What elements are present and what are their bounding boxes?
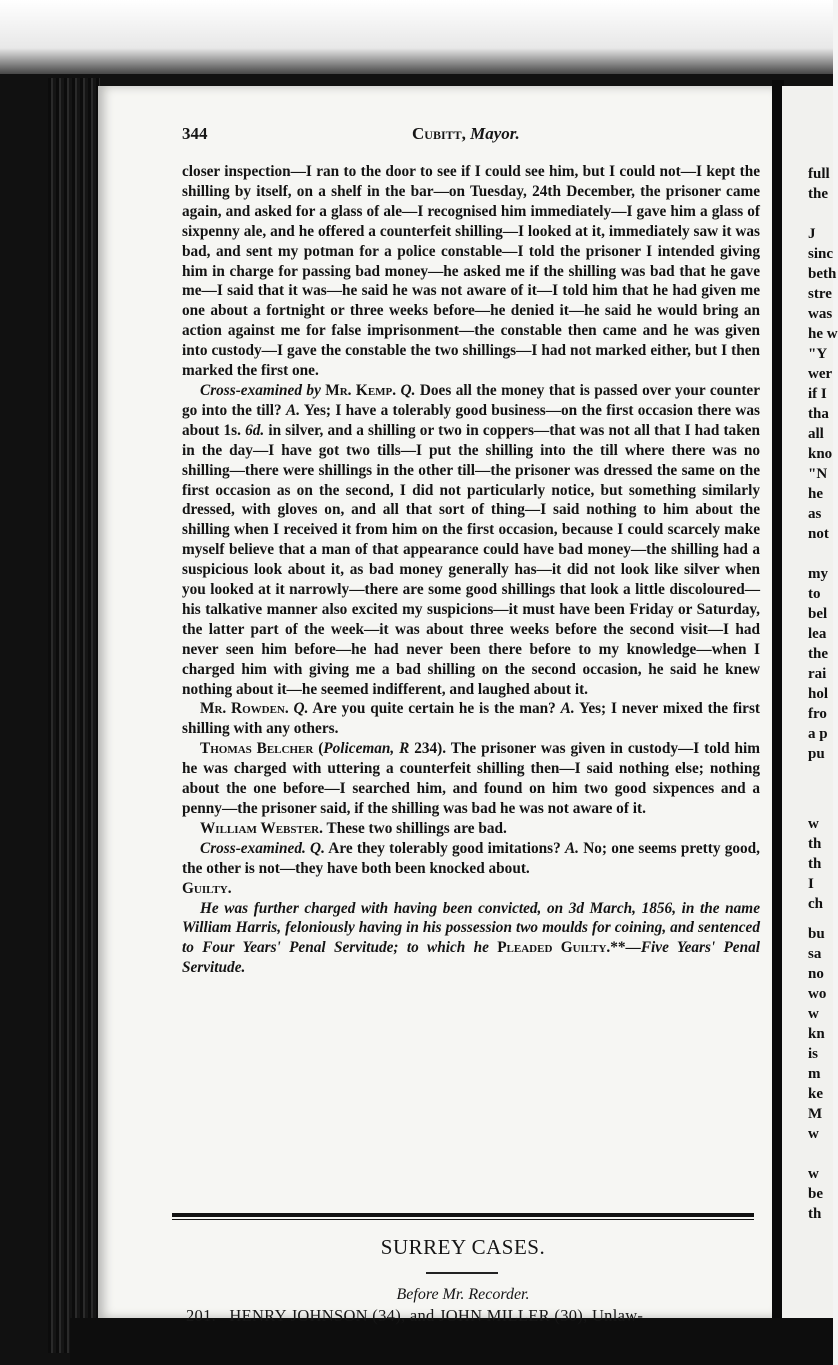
facing-page-fragment: wo [808,986,827,1002]
text-run: Yes; I never mixed the first shilling with any others. [182,700,761,738]
facing-page-fragment: he w [808,326,838,342]
facing-page-fragment: is [808,1046,819,1062]
facing-page-fragment: tha [808,406,829,422]
facing-page-fragment: th [808,856,822,872]
facing-page-edge [782,86,838,1326]
facing-page-fragment: M [808,1106,823,1122]
facing-page-fragment: fro [808,706,827,722]
running-head-name: Cubitt [412,124,462,143]
facing-page-fragment: no [808,966,824,982]
facing-page-fragment: a p [808,726,828,742]
facing-page-fragment: full [808,166,830,182]
facing-page-fragment: w [808,1126,819,1142]
facing-page-fragment: all [808,426,824,442]
facing-page-fragment: w [808,816,819,832]
paragraph-p5 [182,819,760,839]
scan-top-background [0,0,833,80]
sentence: —Five Years' Penal Servitude. [182,939,761,977]
text-run: Q. [293,700,309,718]
facing-page-fragment: kn [808,1026,825,1042]
paragraph-p2 [182,381,760,700]
plea: Pleaded Guilty.** [497,939,626,957]
text-run: 6d. [245,421,265,439]
paragraph-p6 [182,839,760,879]
facing-page-fragment: the [808,186,828,202]
text-run: William Webster. [200,819,323,837]
left-page-edges [48,78,100,1353]
paragraph-p1 [182,162,760,381]
facing-page-fragment: "Y [808,346,828,362]
text-run: Cross-examined. [200,839,306,857]
running-head-title: Cubitt, Mayor. [412,124,520,143]
paragraph-p4 [182,739,760,819]
facing-page-fragment: if I [808,386,827,402]
facing-page-fragment: sinc [808,246,834,262]
text-run: Q. [400,381,416,399]
page-number: 344 [182,124,208,143]
facing-page-fragment: ke [808,1086,823,1102]
sentencing-note-text: He was further charged with having been convicted, on 3d March, 1856, in the name William Harris, feloniously having in his possession two moulds for coining, and sentenced to Four Years' Penal Servitude; to which he [182,899,760,957]
testimony-paragraphs [182,162,760,879]
facing-page-fragment: my [808,566,828,582]
text-run: closer inspection—I ran to the door to see if I could see him, but I could not—I kept the shilling by itself, on a shelf in the bar—on Tuesday, 24th December, the prisoner came again, and asked for a glass of ale—I recognised him immediately—I gave him a glass of sixpenny ale, and he offered a counterfeit shilling—I looked at it, immediately saw it was bad, and sent my potman for a police constable—I told the prisoner I intended giving him in charge for passing bad money—he asked me if the shilling was bad that he gave me—I said that it was—he said he was not aware of it—I told him that he had given me one about a fortnight or three weeks before—he denied it—he said he would bring an action against me for false imprisonment—the constable then came and he was given into custody—I gave the constable the two shillings—I had not marked either, but I then marked the first one. [182,163,760,380]
facing-page-fragment: rai [808,666,827,682]
facing-page-fragment: lea [808,626,827,642]
text-run: These two shillings are bad. [322,819,507,837]
court-before-line: Before Mr. Recorder. [396,1286,530,1303]
text-run: 234). The prisoner was given in custody—I told him he was charged with uttering a counterfeit shilling then—I said nothing else; nothing about the one before—I searched him, and found on him two good sixpences and a penny—the prisoner said, if the shilling was bad he was not aware of it. [182,740,760,817]
facing-page-fragment: m [808,1066,821,1082]
text-run: Mr. Rowden. [200,700,289,718]
text-run: in silver, and a shilling or two in coppers—that was not all that I had taken in the day—I have got two tills—I put the shilling into the till where there was no shilling—there were shillings in the other till—the prisoner was dressed the same on the first occasion as on the second, I did not particularly notice, but something similarly dressed, with gloves on, and all that sort of thing—I said nothing to him about the shilling when I received it from him on the first occasion, because I could scarcely make myself believe that a man of that appearance could have bad money—the shilling had a suspicious look about it, as bad money generally has—it did not look like silver when you looked at it narrowly—there are some good shillings that look a little discoloured—his talkative manner also excited my suspicions—it must have been Friday or Saturday, the latter part of the week—it was about three weeks before the second visit—I had never seen him before—he had never been there before to my knowledge—when I charged him with giving me a bad shilling on the second occasion, he said he knew nothing about it—he seemed indifferent, and laughed about it. [182,421,761,698]
section-rule-thin [172,1219,754,1220]
facing-page-fragment: he [808,486,823,502]
facing-page-fragment: kno [808,446,833,462]
text-run: ( [313,740,324,758]
text-run: A. [560,700,575,718]
case-number: 201. [186,1306,217,1325]
heading-underline [426,1272,498,1274]
case-line [186,1306,756,1326]
facing-page-fragment: beth [808,266,837,282]
text-run: Yes; I have a tolerably good business—on the first occasion there was about 1s. [182,401,760,439]
text-run: A. [564,839,579,857]
facing-page-fragment: w [808,1006,819,1022]
facing-page-fragment: "N [808,466,828,482]
facing-page-fragment: ch [808,896,823,912]
text-run: Cross-examined by [200,381,326,399]
text-run: Q. [310,839,325,857]
running-head-office: Mayor. [470,124,520,143]
running-head [182,122,742,146]
facing-page-fragment: bel [808,606,828,622]
text-run: Thomas Belcher [200,740,314,758]
facing-page-fragment: wer [808,366,833,382]
facing-page-fragment: pu [808,746,825,762]
case-defendants: HENRY JOHNSON (34), and JOHN MILLER (30), Unlaw- [229,1306,644,1325]
text-run: Mr. Kemp. [325,381,397,399]
facing-page-fragment: w [808,1166,819,1182]
section-heading: SURREY CASES. [380,1235,546,1259]
facing-page-fragment: as [808,506,822,522]
sentencing-note [182,899,760,979]
facing-page-fragment: to [808,586,821,602]
text-run: No; one seems pretty good, the other is not—they have both been knocked about. [182,839,760,877]
text-run: Are you quite certain he is the man? [308,700,561,718]
text-run: Does all the money that is passed over your counter go into the till? [182,381,760,419]
facing-page-fragment: hol [808,686,829,702]
paragraph-p3 [182,699,760,739]
facing-page-fragment: J [808,226,816,242]
text-run: Are they tolerably good imitations? [324,839,565,857]
facing-page-fragment: was [808,306,833,322]
facing-page-fragment: th [808,836,822,852]
section-rule-thick [172,1213,754,1217]
facing-page-fragment: not [808,526,829,542]
facing-page-fragment: stre [808,286,832,302]
page-body-text [182,162,760,978]
facing-page-fragment: the [808,646,828,662]
text-run: A. [286,401,301,419]
facing-page-fragment: I [808,876,814,892]
facing-page-fragment: be [808,1186,823,1202]
facing-page-fragment: th [808,1206,822,1222]
facing-page-fragment: sa [808,946,822,962]
verdict: Guilty. [182,879,232,897]
text-run: Policeman, R [323,740,410,758]
facing-page-fragment: bu [808,926,825,942]
